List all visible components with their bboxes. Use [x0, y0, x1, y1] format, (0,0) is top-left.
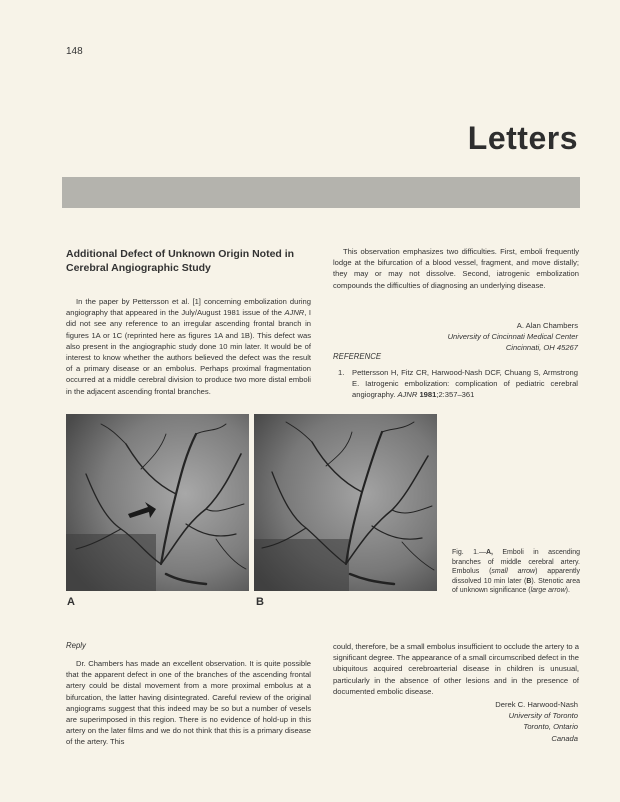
- reply-p2: could, therefore, be a small embolus insufficient to occlude the artery to a significant degree. The appearance of a small circumscribed defect in the ubiquitous acquired cerebroarterial disease in children is unusual, particularly in the absence of other lesions and in the presence of documented embolic disease.: [333, 642, 579, 696]
- signature-location: Cincinnati, OH 45267: [505, 343, 578, 353]
- figure-caption: [452, 548, 580, 596]
- angiogram-image-a: [66, 414, 249, 591]
- reference-citation: ;2:357–361: [436, 390, 475, 400]
- reply-signature-name: Derek C. Harwood-Nash: [495, 700, 578, 709]
- caption-text-1: Emboli in ascending branches of middle cerebral artery. Embolus (: [452, 549, 581, 576]
- letter-p1-a: In the paper by Pettersson et al. [1] concerning embolization during angiography that appeared in the July/August 1981 issue of the: [66, 297, 311, 318]
- reply-paragraph-1: [66, 658, 311, 748]
- reference-text: Pettersson H, Fitz CR, Harwood-Nash DCF, Chuang S, Armstrong E. Iatrogenic embolization: complication of pediatric cerebral angiography.: [352, 368, 578, 400]
- letter-title-line-2: Cerebral Angiographic Study: [66, 262, 211, 274]
- reference-year: 1981: [419, 390, 437, 400]
- letter-paragraph-1: [66, 296, 311, 397]
- caption-text-2: ) apparently dissolved 10 min later (: [452, 568, 580, 585]
- reference-journal: AJNR: [397, 390, 418, 400]
- reference-item: [338, 367, 578, 401]
- signature-affiliation: University of Cincinnati Medical Center: [447, 332, 578, 342]
- letter-title-line-1: Additional Defect of Unknown Origin Noted in: [66, 248, 295, 260]
- section-header-bar: [62, 177, 580, 208]
- reply-signature: [495, 699, 578, 744]
- reply-signature-country: Canada: [551, 733, 578, 743]
- figure-label-b: B: [256, 596, 264, 608]
- reference-heading: REFERENCE: [333, 352, 382, 361]
- section-title: Letters: [467, 120, 578, 156]
- reply-paragraph-2: [333, 641, 579, 697]
- caption-lead: Fig. 1.—: [452, 549, 486, 556]
- letter-title: [66, 247, 311, 275]
- caption-small-arrow: small arrow: [491, 568, 536, 576]
- reply-p1: Dr. Chambers has made an excellent observation. It is quite possible that the apparent defect in one of the branches of the ascending frontal artery could be distal movement from a more proximal embolus at a bifurcation, the latter having disintegrated. Careful review of the original angiograms suggest that this indeed may be so but a number of vesels are superimposed in this region. There is no evidence of hold-up in this artery on the later films and we do not think that this is a primary disease of the artery. This: [66, 659, 311, 747]
- letter-p1-b: , I did not see any reference to an irregular ascending frontal branch in figures 1A or 1C (reprinted here as figures 1A and 1B). This defect was also present in the angiographic study done 10 min later. It would be of interest to know whether the authors believed the defect was the result of a primary disease or an embolus. Perhaps proximal fragmentation occurred at a middle cerebral division to produce two more distal emboli in the adjacent ascending frontal branches.: [66, 308, 311, 396]
- letter-paragraph-2: [333, 246, 579, 291]
- letter-p1-journal: AJNR: [284, 308, 305, 318]
- caption-text-3: ). Stenotic area of unknown significance (: [452, 577, 581, 595]
- caption-large-arrow: large arrow: [530, 587, 566, 595]
- caption-text-4: ).: [565, 587, 570, 595]
- caption-b: B: [526, 577, 532, 585]
- caption-a: A,: [485, 549, 493, 556]
- signature-name: A. Alan Chambers: [516, 321, 578, 330]
- letter-p2: This observation emphasizes two difficulties. First, emboli frequently lodge at the bifurcation of a blood vessel, fragment, and move distally; they may or may not dissolve. Second, iatrogenic embolization compounds the difficulties of diagnosing an underlying disease.: [333, 247, 579, 290]
- reply-signature-city: Toronto, Ontario: [523, 722, 578, 732]
- reply-heading: Reply: [66, 641, 86, 650]
- page-number: 148: [66, 46, 83, 57]
- reply-signature-affiliation: University of Toronto: [508, 711, 578, 721]
- letter-signature: [448, 320, 578, 354]
- reference-number: 1.: [338, 368, 345, 377]
- angiogram-image-b: [254, 414, 437, 591]
- figure-label-a: A: [67, 596, 75, 608]
